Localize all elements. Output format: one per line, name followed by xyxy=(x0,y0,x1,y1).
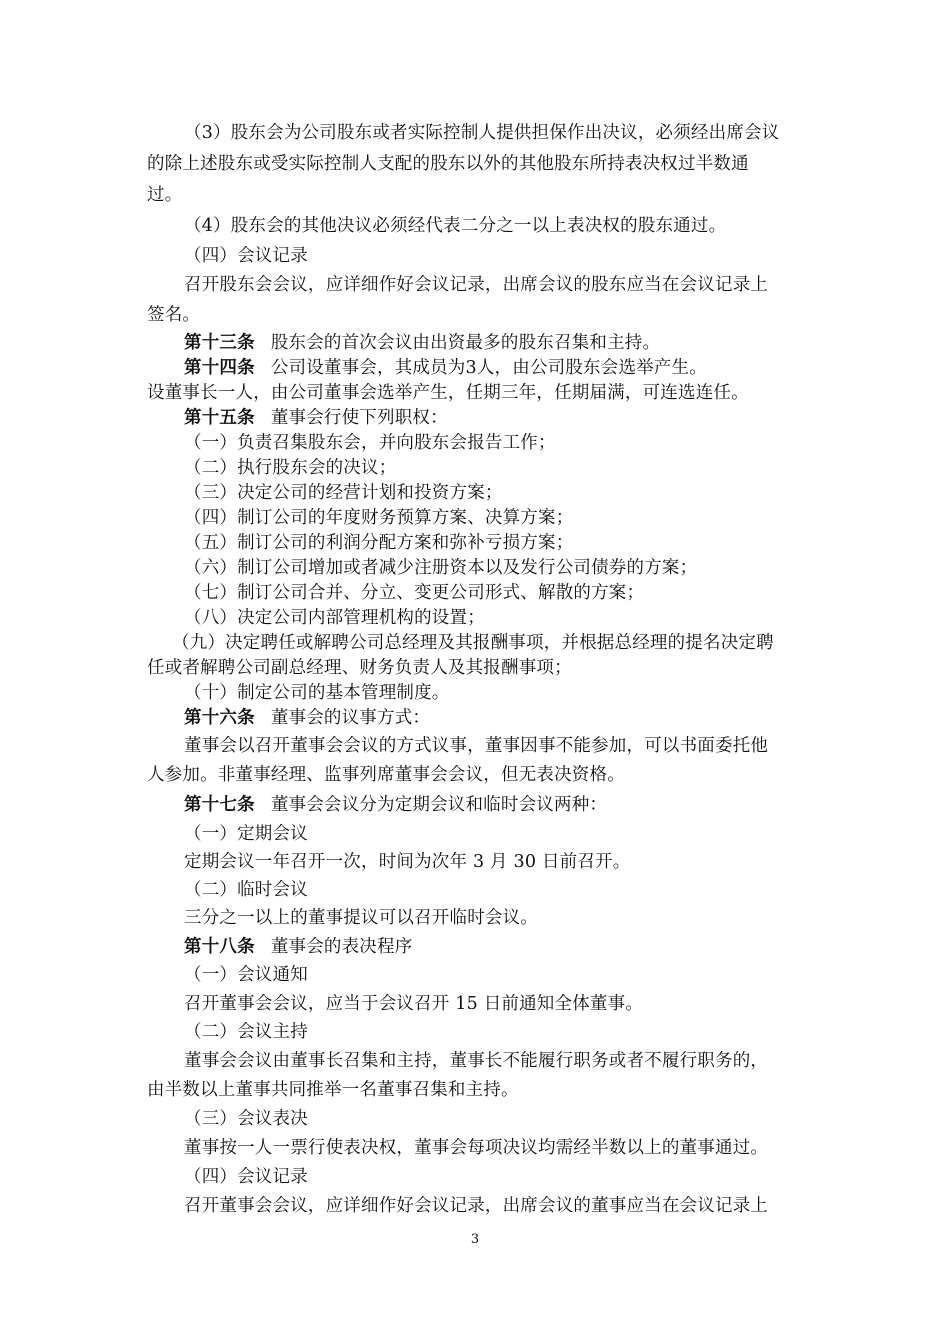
text-line xyxy=(184,481,503,505)
article-heading: 第十六条 xyxy=(184,708,255,728)
text-line xyxy=(184,273,768,297)
line-text: （五）制订公司的利润分配方案和弥补亏损方案； xyxy=(184,533,574,553)
line-text: （一）定期会议 xyxy=(184,824,308,844)
line-text: 董事会的议事方式： xyxy=(270,708,431,728)
article-line xyxy=(184,356,707,380)
text-line xyxy=(184,506,573,530)
text-line xyxy=(184,531,573,555)
article-heading: 第十三条 xyxy=(184,333,255,353)
text-line xyxy=(147,656,572,680)
text-line xyxy=(184,1136,768,1160)
page-number: 3 xyxy=(470,1232,480,1247)
text-line xyxy=(147,303,200,327)
article-line xyxy=(184,406,448,430)
text-line xyxy=(184,822,308,846)
line-text: 定期会议一年召开一次，时间为次年 3 月 30 日前召开。 xyxy=(184,852,631,872)
text-line xyxy=(184,1107,308,1131)
text-line xyxy=(184,606,485,630)
text-line xyxy=(184,456,396,480)
text-line xyxy=(184,1165,308,1189)
text-line xyxy=(147,763,625,787)
text-line xyxy=(184,556,697,580)
text-line xyxy=(147,152,749,176)
article-line xyxy=(184,706,430,730)
line-text: 董事会的表决程序 xyxy=(270,937,413,957)
text-line xyxy=(184,850,630,874)
line-text: （十）制定公司的基本管理制度。 xyxy=(184,683,450,703)
text-line xyxy=(172,631,774,655)
text-line xyxy=(184,878,308,902)
line-text: 董事会会议分为定期会议和临时会议两种： xyxy=(270,795,608,815)
line-text: 股东会的首次会议由出资最多的股东召集和主持。 xyxy=(270,333,661,353)
line-text: （三）会议表决 xyxy=(184,1109,308,1129)
text-line xyxy=(184,431,556,455)
line-text: （4）股东会的其他决议必须经代表二分之一以上表决权的股东通过。 xyxy=(184,216,727,236)
text-line xyxy=(184,214,726,238)
line-text: （二）临时会议 xyxy=(184,880,308,900)
article-heading: 第十八条 xyxy=(184,937,255,957)
line-text: （三）决定公司的经营计划和投资方案； xyxy=(184,483,503,503)
line-text: 签名。 xyxy=(147,305,201,325)
text-line xyxy=(147,381,749,405)
line-text: 召开董事会会议，应当于会议召开 15 日前通知全体董事。 xyxy=(184,994,643,1014)
line-text: 召开董事会会议，应详细作好会议记录，出席会议的董事应当在会议记录上 xyxy=(184,1196,769,1216)
line-text: 任或者解聘公司副总经理、财务负责人及其报酬事项； xyxy=(147,658,572,678)
line-text: （二）执行股东会的决议； xyxy=(184,458,397,478)
line-text: （四）会议记录 xyxy=(184,246,308,266)
line-text: 公司设董事会，其成员为3人，由公司股东会选举产生。 xyxy=(270,358,707,378)
text-line xyxy=(184,906,538,930)
line-text: 召开股东会会议，应详细作好会议记录，出席会议的股东应当在会议记录上 xyxy=(184,275,769,295)
line-text: （一）会议通知 xyxy=(184,965,308,985)
text-line xyxy=(184,681,450,705)
article-line xyxy=(184,935,412,959)
article-line xyxy=(184,331,660,355)
line-text: 三分之一以上的董事提议可以召开临时会议。 xyxy=(184,908,538,928)
line-text: 的除上述股东或受实际控制人支配的股东以外的其他股东所持表决权过半数通 xyxy=(147,154,749,174)
line-text: 董事会会议由董事长召集和主持，董事长不能履行职务或者不履行职务的， xyxy=(184,1051,769,1071)
article-heading: 第十四条 xyxy=(184,358,255,378)
text-line xyxy=(184,734,768,758)
article-heading: 第十七条 xyxy=(184,795,255,815)
text-line xyxy=(184,1049,768,1073)
line-text: （九）决定聘任或解聘公司总经理及其报酬事项，并根据总经理的提名决定聘 xyxy=(172,633,774,653)
line-text: 人参加。非董事经理、监事列席董事会会议，但无表决资格。 xyxy=(147,765,625,785)
text-line xyxy=(147,1078,519,1102)
line-text: （六）制订公司增加或者减少注册资本以及发行公司债券的方案； xyxy=(184,558,698,578)
text-line xyxy=(184,581,644,605)
line-text: （3）股东会为公司股东或者实际控制人提供担保作出决议，必须经出席会议 xyxy=(184,123,780,143)
line-text: 过。 xyxy=(147,185,183,205)
line-text: （四）会议记录 xyxy=(184,1167,308,1187)
line-text: 董事会行使下列职权： xyxy=(270,408,448,428)
text-line xyxy=(184,992,643,1016)
line-text: （一）负责召集股东会，并向股东会报告工作； xyxy=(184,433,556,453)
line-text: （四）制订公司的年度财务预算方案、决算方案； xyxy=(184,508,574,528)
text-line xyxy=(184,1020,308,1044)
article-heading: 第十五条 xyxy=(184,408,255,428)
text-line xyxy=(184,121,779,145)
line-text: （二）会议主持 xyxy=(184,1022,308,1042)
line-text: （七）制订公司合并、分立、变更公司形式、解散的方案； xyxy=(184,583,645,603)
text-line xyxy=(184,1194,768,1218)
line-text: 设董事长一人，由公司董事会选举产生，任期三年，任期届满，可连选连任。 xyxy=(147,383,749,403)
text-line xyxy=(184,244,308,268)
line-text: 董事按一人一票行使表决权，董事会每项决议均需经半数以上的董事通过。 xyxy=(184,1138,769,1158)
text-line xyxy=(147,183,182,207)
text-line xyxy=(184,963,308,987)
line-text: （八）决定公司内部管理机构的设置； xyxy=(184,608,485,628)
article-line xyxy=(184,793,607,817)
line-text: 由半数以上董事共同推举一名董事召集和主持。 xyxy=(147,1080,519,1100)
line-text: 董事会以召开董事会会议的方式议事，董事因事不能参加，可以书面委托他 xyxy=(184,736,769,756)
